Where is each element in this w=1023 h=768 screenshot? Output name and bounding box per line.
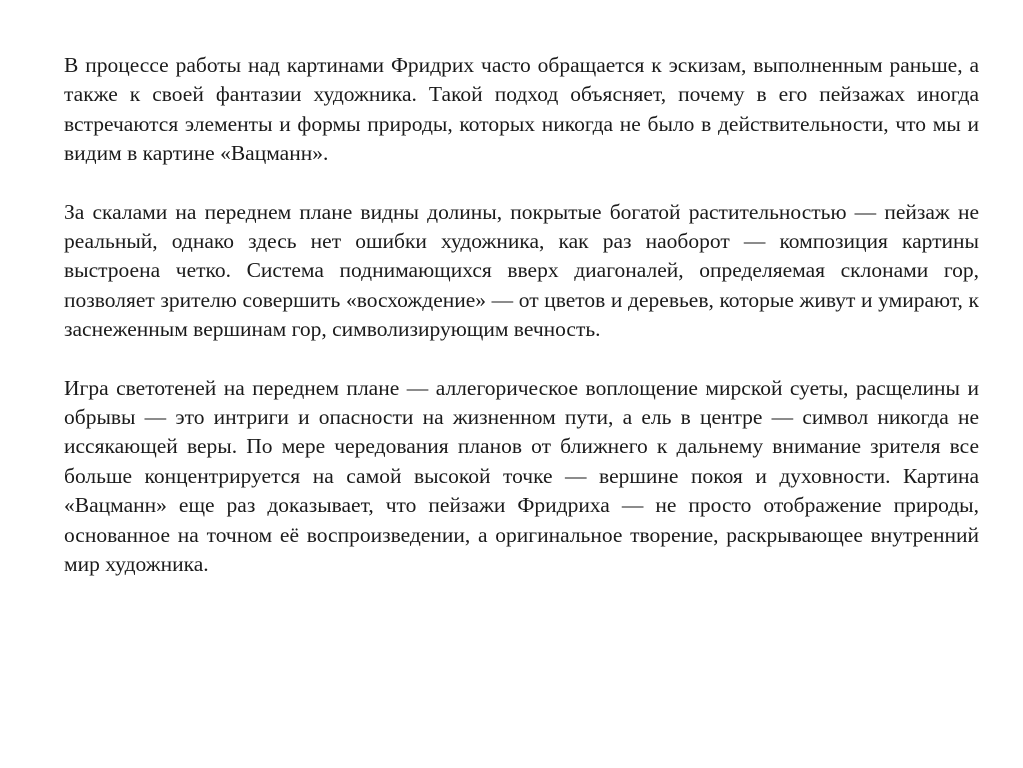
paragraph-composition: За скалами на переднем плане видны долины, покрытые богатой растительностью — пейзаж не реальный, однако здесь нет ошибки художника, как раз наоборот — композиция картины выстроена четко. Система поднимающихся вверх диагоналей, определяемая склонами гор, позволяет зрителю совершить «восхождение» — от цветов и деревьев, которые живут и умирают, к заснеженным вершинам гор, символизирующим вечность. [64, 199, 979, 342]
document-body [64, 51, 979, 609]
paragraph-intro: В процессе работы над картинами Фридрих часто обращается к эскизам, выполненным раньше, а также к своей фантазии художника. Такой подход объясняет, почему в его пейзажах иногда встречаются элементы и формы природы, которых никогда не было в действительности, что мы и видим в картине «Вацманн». [64, 53, 979, 166]
paragraph-symbolism: Игра светотеней на переднем плане — аллегорическое воплощение мирской суеты, расщелины и обрывы — это интриги и опасности на жизненном пути, а ель в центре — символ никогда не иссякающей веры. По мере чередования планов от ближнего к дальнему внимание зрителя все больше концентрируется на самой высокой точке — вершине покоя и духовности. Картина «Вацманн» еще раз доказывает, что пейзажи Фридриха — не просто отображение природы, основанное на точном её воспроизведении, а оригинальное творение, раскрывающее внутренний мир художника. [64, 375, 979, 577]
